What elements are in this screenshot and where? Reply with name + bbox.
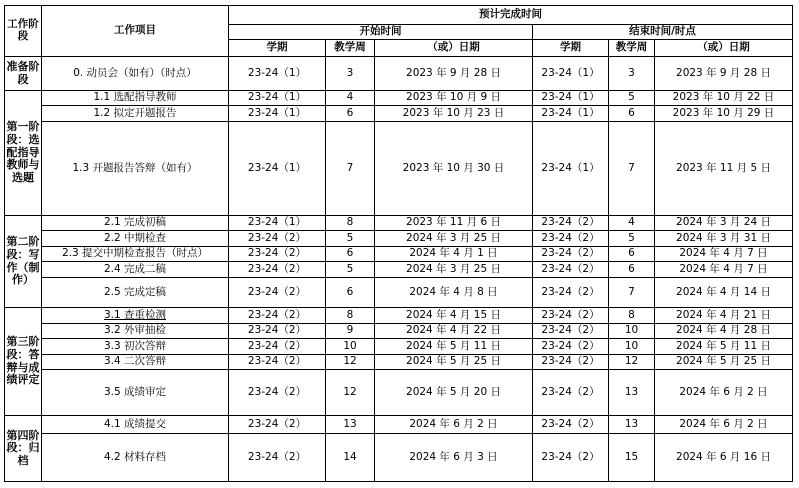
end-term-cell: 23-24（2） xyxy=(533,324,609,339)
end-term-cell: 23-24（2） xyxy=(533,434,609,482)
start-term-cell: 23-24（2） xyxy=(229,339,326,355)
start-date-cell: 2024 年 5 月 11 日 xyxy=(375,339,533,355)
end-week-header: 教学周 xyxy=(609,40,655,57)
end-term-header: 学期 xyxy=(533,40,609,57)
start-date-cell: 2024 年 5 月 25 日 xyxy=(375,355,533,370)
start-week-cell: 6 xyxy=(326,247,375,262)
item-cell: 2.3 提交中期检查报告（时点） xyxy=(42,247,229,262)
start-term-cell: 23-24（2） xyxy=(229,434,326,482)
end-week-cell: 10 xyxy=(609,339,655,355)
start-week-cell: 13 xyxy=(326,416,375,434)
start-week-cell: 7 xyxy=(326,122,375,216)
end-term-cell: 23-24（2） xyxy=(533,278,609,308)
end-date-cell: 2024 年 3 月 24 日 xyxy=(655,216,793,231)
start-date-cell: 2023 年 11 月 6 日 xyxy=(375,216,533,231)
start-date-cell: 2024 年 4 月 8 日 xyxy=(375,278,533,308)
start-term-cell: 23-24（2） xyxy=(229,247,326,262)
item-cell: 1.2 拟定开题报告 xyxy=(42,106,229,122)
stage-cell: 第一阶段：选配指导教师与选题 xyxy=(5,91,42,216)
table-row xyxy=(5,122,793,216)
stage-cell: 第二阶段：写作（制作） xyxy=(5,216,42,308)
table-row xyxy=(5,247,793,262)
end-term-cell: 23-24（2） xyxy=(533,262,609,278)
item-cell xyxy=(42,308,229,324)
end-term-cell: 23-24（1） xyxy=(533,57,609,91)
start-term-cell: 23-24（1） xyxy=(229,216,326,231)
start-date-cell: 2023 年 10 月 30 日 xyxy=(375,122,533,216)
table-row xyxy=(5,262,793,278)
table-row xyxy=(5,339,793,355)
start-week-cell: 12 xyxy=(326,355,375,370)
table-row xyxy=(5,308,793,324)
table-row xyxy=(5,106,793,122)
end-week-cell: 4 xyxy=(609,216,655,231)
start-date-header: （或）日期 xyxy=(375,40,533,57)
end-term-cell: 23-24（2） xyxy=(533,247,609,262)
stage-cell: 准备阶段 xyxy=(5,57,42,91)
end-week-cell: 15 xyxy=(609,434,655,482)
end-date-cell: 2024 年 4 月 21 日 xyxy=(655,308,793,324)
start-term-cell: 23-24（2） xyxy=(229,278,326,308)
end-term-cell: 23-24（2） xyxy=(533,355,609,370)
item-cell: 2.2 中期检查 xyxy=(42,231,229,247)
end-date-cell: 2024 年 6 月 2 日 xyxy=(655,370,793,416)
item-cell: 1.3 开题报告答辩（如有） xyxy=(42,122,229,216)
table-row xyxy=(5,324,793,339)
table-row xyxy=(5,434,793,482)
table-row xyxy=(5,231,793,247)
start-week-cell: 12 xyxy=(326,370,375,416)
item-column-header: 工作项目 xyxy=(42,6,229,57)
item-cell: 2.5 完成定稿 xyxy=(42,278,229,308)
item-cell: 2.1 完成初稿 xyxy=(42,216,229,231)
table-row xyxy=(5,278,793,308)
end-date-cell: 2023 年 10 月 29 日 xyxy=(655,106,793,122)
item-cell: 4.1 成绩提交 xyxy=(42,416,229,434)
end-date-cell: 2024 年 5 月 11 日 xyxy=(655,339,793,355)
item-cell: 0. 动员会（如有）（时点） xyxy=(42,57,229,91)
start-week-cell: 10 xyxy=(326,339,375,355)
end-term-cell: 23-24（2） xyxy=(533,416,609,434)
end-date-cell: 2024 年 6 月 2 日 xyxy=(655,416,793,434)
end-date-cell: 2024 年 4 月 14 日 xyxy=(655,278,793,308)
end-date-header: （或）日期 xyxy=(655,40,793,57)
end-week-cell: 3 xyxy=(609,57,655,91)
start-date-cell: 2024 年 4 月 1 日 xyxy=(375,247,533,262)
end-week-cell: 5 xyxy=(609,91,655,106)
table-row xyxy=(5,216,793,231)
start-week-cell: 4 xyxy=(326,91,375,106)
start-date-cell: 2023 年 10 月 9 日 xyxy=(375,91,533,106)
start-date-cell: 2024 年 4 月 15 日 xyxy=(375,308,533,324)
stage-column-header: 工作阶段 xyxy=(5,6,42,57)
item-cell: 3.4 二次答辩 xyxy=(42,355,229,370)
end-week-cell: 12 xyxy=(609,355,655,370)
item-cell: 4.2 材料存档 xyxy=(42,434,229,482)
start-date-cell: 2024 年 3 月 25 日 xyxy=(375,262,533,278)
start-term-cell: 23-24（2） xyxy=(229,324,326,339)
start-term-header: 学期 xyxy=(229,40,326,57)
start-week-cell: 8 xyxy=(326,216,375,231)
start-term-cell: 23-24（2） xyxy=(229,370,326,416)
end-term-cell: 23-24（2） xyxy=(533,339,609,355)
start-week-cell: 3 xyxy=(326,57,375,91)
table-row xyxy=(5,416,793,434)
end-term-cell: 23-24（1） xyxy=(533,91,609,106)
end-date-cell: 2024 年 4 月 7 日 xyxy=(655,262,793,278)
start-week-cell: 6 xyxy=(326,106,375,122)
end-date-cell: 2024 年 3 月 31 日 xyxy=(655,231,793,247)
start-date-cell: 2024 年 4 月 22 日 xyxy=(375,324,533,339)
start-term-cell: 23-24（2） xyxy=(229,416,326,434)
end-date-cell: 2023 年 9 月 28 日 xyxy=(655,57,793,91)
start-date-cell: 2024 年 3 月 25 日 xyxy=(375,231,533,247)
start-week-cell: 5 xyxy=(326,231,375,247)
end-date-cell: 2023 年 10 月 22 日 xyxy=(655,91,793,106)
end-term-cell: 23-24（1） xyxy=(533,106,609,122)
end-week-cell: 6 xyxy=(609,247,655,262)
end-date-cell: 2024 年 5 月 25 日 xyxy=(655,355,793,370)
start-term-cell: 23-24（2） xyxy=(229,262,326,278)
end-term-cell: 23-24（2） xyxy=(533,308,609,324)
item-cell: 3.2 外审抽检 xyxy=(42,324,229,339)
start-week-cell: 5 xyxy=(326,262,375,278)
item-cell: 1.1 选配指导教师 xyxy=(42,91,229,106)
end-week-cell: 7 xyxy=(609,122,655,216)
start-term-cell: 23-24（1） xyxy=(229,122,326,216)
start-term-cell: 23-24（1） xyxy=(229,106,326,122)
end-date-cell: 2024 年 4 月 7 日 xyxy=(655,247,793,262)
start-term-cell: 23-24（2） xyxy=(229,231,326,247)
item-cell: 3.5 成绩审定 xyxy=(42,370,229,416)
end-week-cell: 7 xyxy=(609,278,655,308)
table-row xyxy=(5,355,793,370)
planned-time-header: 预计完成时间 xyxy=(229,6,793,25)
schedule-table xyxy=(4,5,793,482)
start-date-cell: 2024 年 6 月 3 日 xyxy=(375,434,533,482)
end-term-cell: 23-24（2） xyxy=(533,216,609,231)
start-time-header: 开始时间 xyxy=(229,25,533,40)
start-date-cell: 2023 年 10 月 23 日 xyxy=(375,106,533,122)
end-week-cell: 5 xyxy=(609,231,655,247)
end-term-cell: 23-24（1） xyxy=(533,122,609,216)
end-term-cell: 23-24（2） xyxy=(533,370,609,416)
end-week-cell: 10 xyxy=(609,324,655,339)
item-text: 3.1 查重检测 xyxy=(103,308,167,321)
start-term-cell: 23-24（1） xyxy=(229,91,326,106)
start-term-cell: 23-24（2） xyxy=(229,355,326,370)
end-week-cell: 6 xyxy=(609,262,655,278)
stage-cell: 第三阶段：答辩与成绩评定 xyxy=(5,308,42,416)
stage-cell: 第四阶段：归档 xyxy=(5,416,42,482)
end-date-cell: 2024 年 6 月 16 日 xyxy=(655,434,793,482)
end-week-cell: 6 xyxy=(609,106,655,122)
end-week-cell: 13 xyxy=(609,370,655,416)
start-week-cell: 6 xyxy=(326,278,375,308)
start-date-cell: 2024 年 6 月 2 日 xyxy=(375,416,533,434)
start-week-cell: 14 xyxy=(326,434,375,482)
table-row xyxy=(5,57,793,91)
start-date-cell: 2023 年 9 月 28 日 xyxy=(375,57,533,91)
end-term-cell: 23-24（2） xyxy=(533,231,609,247)
item-cell: 3.3 初次答辩 xyxy=(42,339,229,355)
start-week-cell: 9 xyxy=(326,324,375,339)
end-date-cell: 2023 年 11 月 5 日 xyxy=(655,122,793,216)
end-week-cell: 8 xyxy=(609,308,655,324)
end-date-cell: 2024 年 4 月 28 日 xyxy=(655,324,793,339)
start-week-cell: 8 xyxy=(326,308,375,324)
end-time-header: 结束时间/时点 xyxy=(533,25,793,40)
start-date-cell: 2024 年 5 月 20 日 xyxy=(375,370,533,416)
start-week-header: 教学周 xyxy=(326,40,375,57)
table-row xyxy=(5,91,793,106)
start-term-cell: 23-24（1） xyxy=(229,57,326,91)
end-week-cell: 13 xyxy=(609,416,655,434)
start-term-cell: 23-24（2） xyxy=(229,308,326,324)
table-row xyxy=(5,370,793,416)
item-cell: 2.4 完成二稿 xyxy=(42,262,229,278)
